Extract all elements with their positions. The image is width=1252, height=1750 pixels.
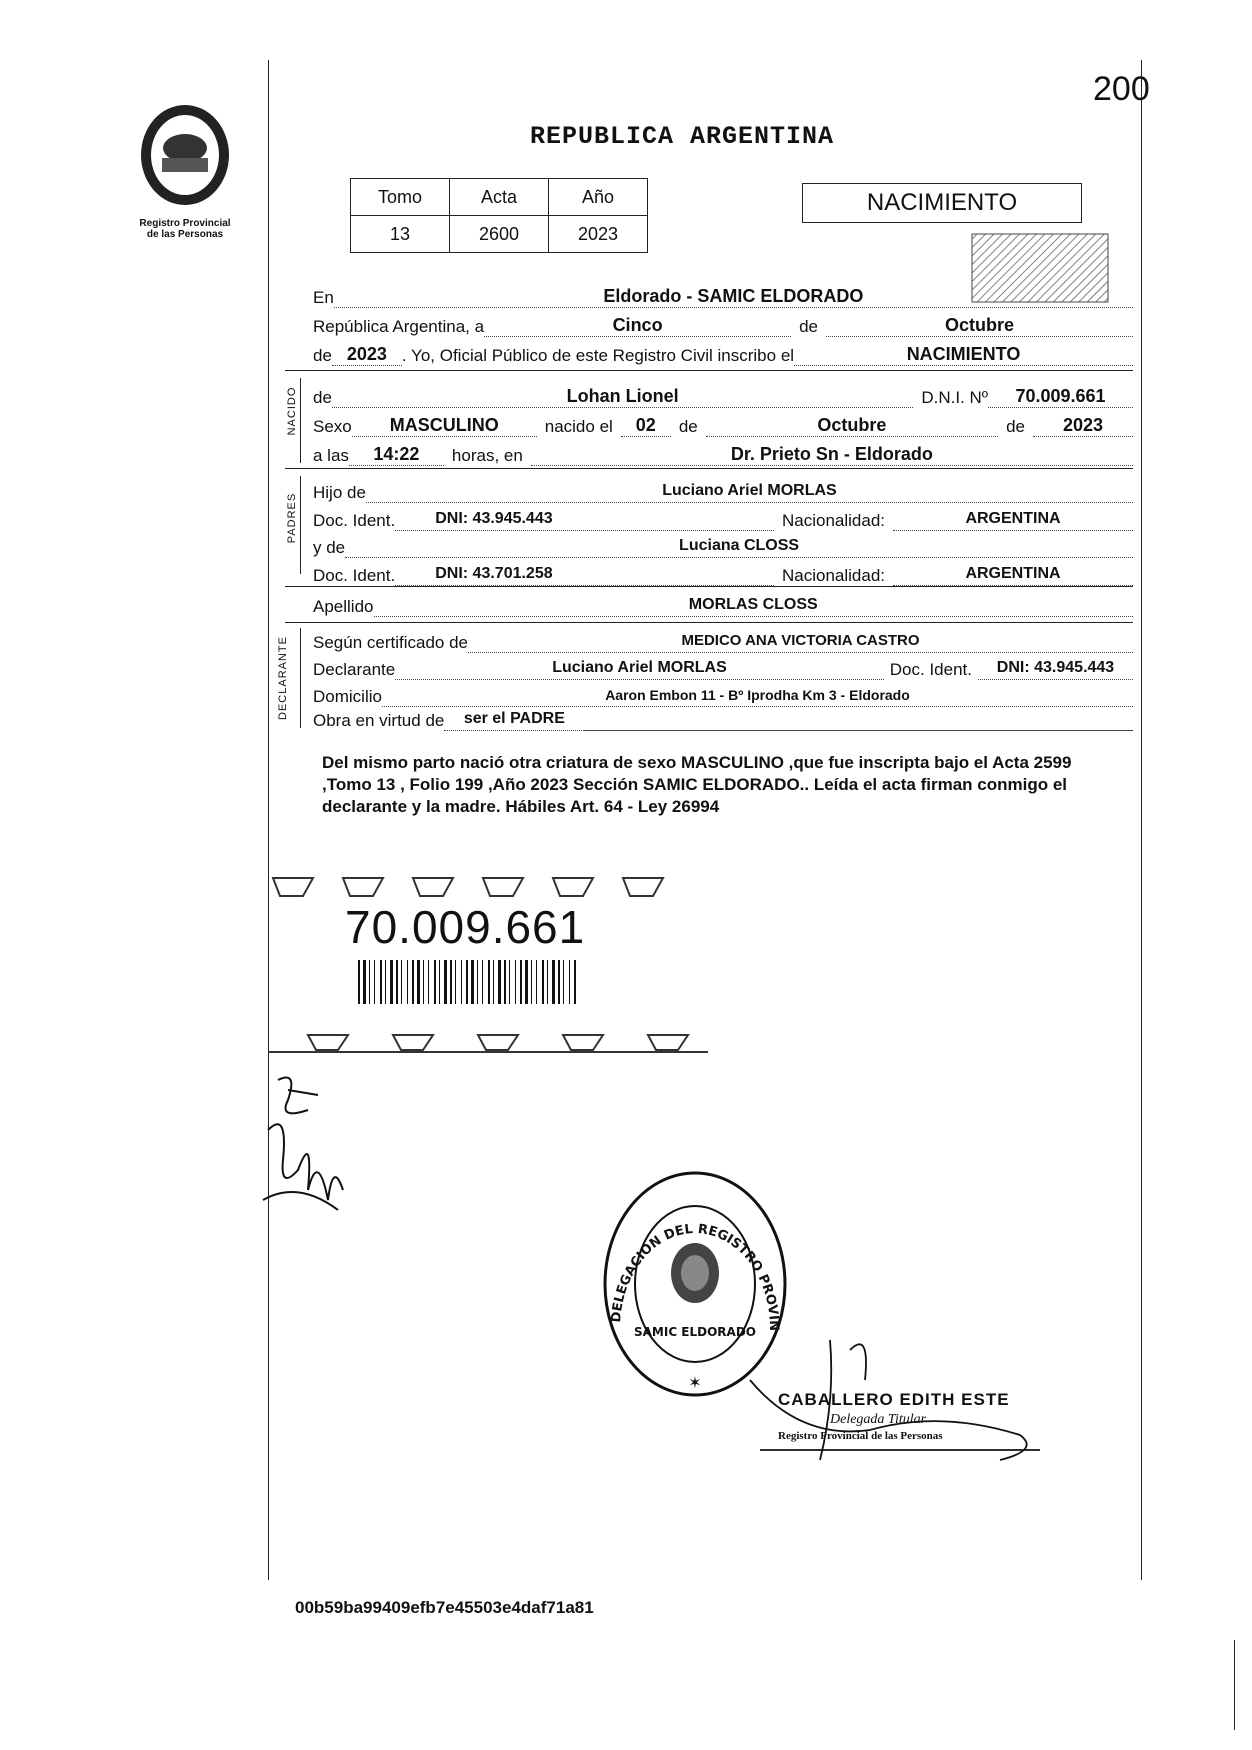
date-month: Octubre — [826, 314, 1133, 337]
nacido-bracket — [300, 378, 301, 463]
barcode-bottom-band — [268, 1030, 708, 1055]
year-row: de 2023 . Yo, Oficial Público de este Registro Civil inscribo el NACIMIENTO — [313, 343, 1133, 366]
section-label-padres: PADRES — [286, 492, 298, 544]
date-day: Cinco — [484, 314, 791, 337]
declarant-row: Declarante Luciano Ariel MORLAS Doc. Ident. DNI: 43.945.443 — [313, 657, 1133, 680]
registrar-title: Delegada Titular — [830, 1412, 927, 1427]
document-title: REPUBLICA ARGENTINA — [530, 122, 835, 151]
father-doc: DNI: 43.945.443 — [395, 508, 774, 531]
record-table — [350, 178, 648, 253]
section-divider — [285, 622, 1133, 623]
event-type: NACIMIENTO — [794, 343, 1133, 366]
barcode — [358, 960, 578, 1004]
birth-day: 02 — [621, 414, 671, 437]
section-divider — [285, 586, 1133, 587]
provincial-logo — [130, 100, 240, 210]
nacido-time-row: a las 14:22 horas, en Dr. Prieto Sn - Eldorado — [313, 443, 1133, 466]
declarante-bracket — [300, 628, 301, 728]
date-year: 2023 — [332, 343, 402, 366]
page-number: 200 — [1093, 70, 1150, 108]
declarant-doc: DNI: 43.945.443 — [978, 657, 1133, 680]
barcode-number: 70.009.661 — [345, 901, 586, 953]
domicile-row: Domicilio Aaron Embon 11 - Bº Iprodha Km 3 - Eldorado — [313, 684, 1133, 707]
svg-text:SAMIC ELDORADO: SAMIC ELDORADO — [633, 1325, 757, 1339]
child-sex: MASCULINO — [352, 414, 537, 437]
nacido-sex-row: Sexo MASCULINO nacido el 02 de Octubre de 2023 — [313, 414, 1133, 437]
observation-note: Del mismo parto nació otra criatura de sexo MASCULINO ,que fue inscripta bajo el Acta 2599 ,Tomo 13 , Folio 199 ,Año 2023 Sección SAMIC ELDORADO.. Leída el acta firman conmigo el declarante y la madre. Hábiles Art. 64 - Ley 26994 — [322, 753, 1072, 816]
record-table-header: Tomo Acta Año — [351, 179, 648, 216]
mother-doc: DNI: 43.701.258 — [395, 563, 774, 586]
child-dni: 70.009.661 — [988, 385, 1133, 408]
father-name: Luciano Ariel MORLAS — [366, 480, 1133, 503]
surname-row: Apellido MORLAS CLOSS — [313, 594, 1133, 617]
document-hash: 00b59ba99409efb7e45503e4daf71a81 — [295, 1598, 594, 1617]
mother-name: Luciana CLOSS — [345, 535, 1133, 558]
birth-time: 14:22 — [349, 443, 444, 466]
mother-doc-row: Doc. Ident. DNI: 43.701.258 Nacionalidad: ARGENTINA — [313, 563, 1133, 586]
section-divider — [285, 370, 1133, 371]
obra-row: Obra en virtud de ser el PADRE — [313, 708, 1133, 731]
svg-text:DELEGACION DEL REGISTRO PROVIN: DELEGACION DEL REGISTRO PROVIN — [609, 1221, 782, 1332]
surname-value: MORLAS CLOSS — [374, 594, 1134, 617]
cert-value: MEDICO ANA VICTORIA CASTRO — [468, 630, 1133, 653]
declarant-signature — [258, 1070, 398, 1220]
father-row: Hijo de Luciano Ariel MORLAS — [313, 480, 1133, 503]
nacido-name-row: de Lohan Lionel D.N.I. Nº 70.009.661 — [313, 385, 1133, 408]
father-nationality: ARGENTINA — [893, 508, 1133, 531]
left-margin-line — [268, 60, 269, 1580]
birth-year: 2023 — [1033, 414, 1133, 437]
obra-value: ser el PADRE — [444, 708, 584, 731]
svg-text:✶: ✶ — [688, 1375, 702, 1392]
declarant-name: Luciano Ariel MORLAS — [395, 657, 884, 680]
section-divider — [285, 468, 1133, 469]
domicile-value: Aaron Embon 11 - Bº Iprodha Km 3 - Eldorado — [382, 684, 1133, 707]
section-label-nacido: NACIDO — [286, 386, 298, 436]
registrar-name: CABALLERO EDITH ESTE — [778, 1390, 1010, 1409]
mother-nationality: ARGENTINA — [893, 563, 1133, 586]
right-margin-line — [1141, 60, 1142, 1580]
record-type-box: NACIMIENTO — [802, 183, 1082, 223]
bottom-right-mark — [1234, 1640, 1235, 1730]
birth-place: Dr. Prieto Sn - Eldorado — [531, 443, 1133, 466]
record-table-values: 13 2600 2023 — [351, 216, 648, 253]
birth-month: Octubre — [706, 414, 998, 437]
place-row: En Eldorado - SAMIC ELDORADO — [313, 285, 1133, 308]
barcode-top-band — [268, 870, 708, 900]
padres-bracket — [300, 476, 301, 574]
father-doc-row: Doc. Ident. DNI: 43.945.443 Nacionalidad: ARGENTINA — [313, 508, 1133, 531]
date-row: República Argentina, a Cinco de Octubre — [313, 314, 1133, 337]
child-name: Lohan Lionel — [332, 385, 913, 408]
place-value: Eldorado - SAMIC ELDORADO — [334, 285, 1133, 308]
registrar-org: Registro Provincial de las Personas — [778, 1430, 943, 1442]
org-name: Registro Provincial de las Personas — [139, 218, 231, 240]
section-label-declarante: DECLARANTE — [277, 636, 289, 720]
cert-row: Según certificado de MEDICO ANA VICTORIA CASTRO — [313, 630, 1133, 653]
mother-row: y de Luciana CLOSS — [313, 535, 1133, 558]
